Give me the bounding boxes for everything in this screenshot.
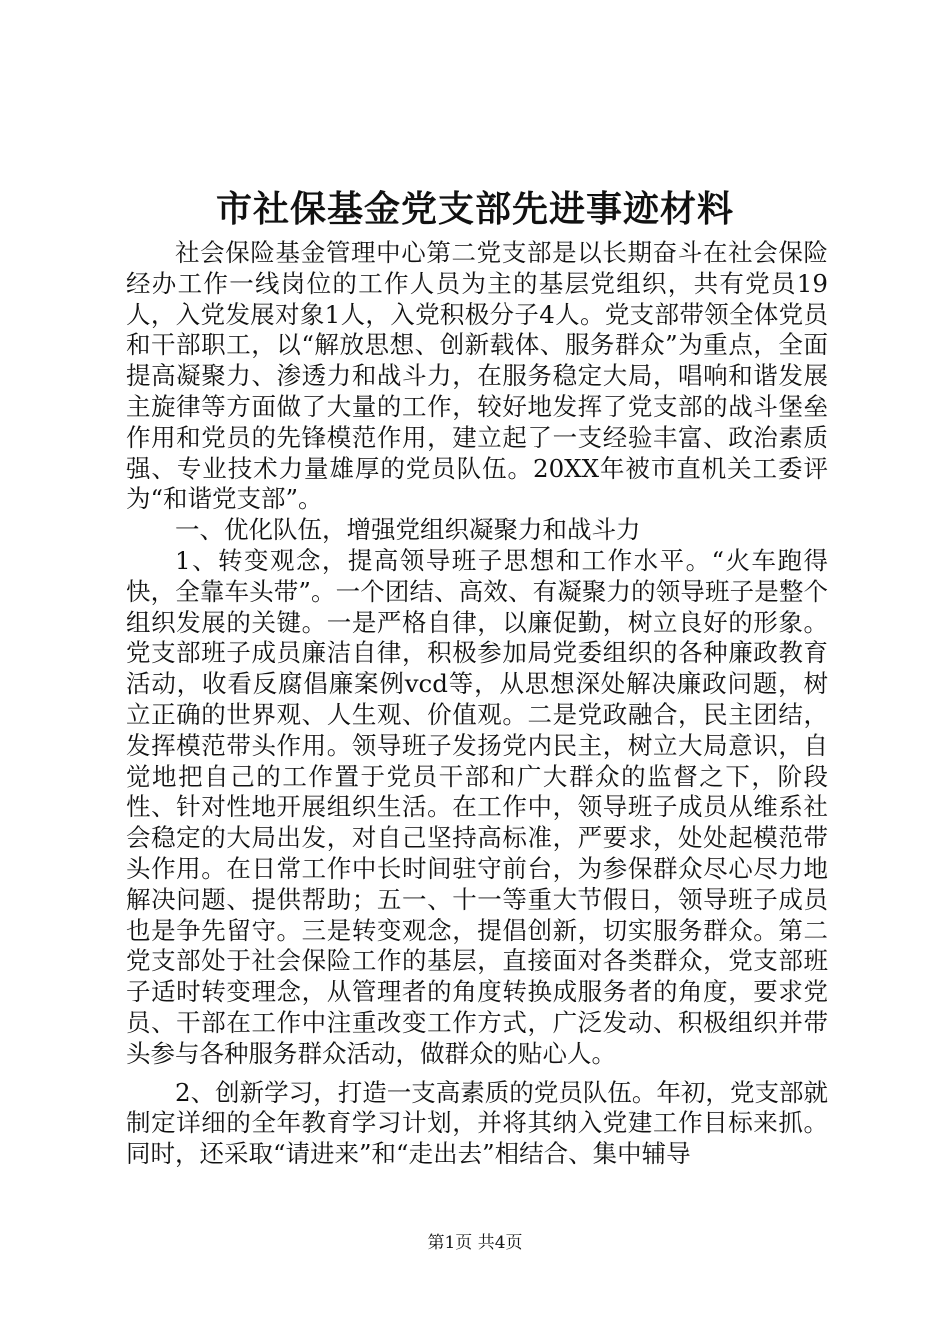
document-title: 市社保基金党支部先进事迹材料 [215,188,734,230]
section-heading-1: 一、优化队伍，增强党组织凝聚力和战斗力 [175,515,641,545]
page-footer: 第1页 共4页 [427,1233,523,1253]
paragraph-item-2: 2、创新学习，打造一支高素质的党员队伍。年初，党支部就制定详细的全年教育学习计划，并将其纳入党建工作目标来抓。同时，还采取“请进来”和“走出去”相结合、集中辅导 [126,1077,828,1169]
paragraph-intro: 社会保险基金管理中心第二党支部是以长期奋斗在社会保险经办工作一线岗位的工作人员为主的基层党组织，共有党员19人，入党发展对象1人，入党积极分子4人。党支部带领全体党员和干部职工，以“解放思想、创新载体、服务群众”为重点，全面提高凝聚力、渗透力和战斗力，在服务稳定大局，唱响和谐发展主旋律等方面做了大量的工作，较好地发挥了党支部的战斗堡垒作用和党员的先锋模范作用，建立起了一支经验丰富、政治素质强、专业技术力量雄厚的党员队伍。20XX年被市直机关工委评为“和谐党支部”。 [126,238,828,514]
document-body [126,238,828,1170]
paragraph-item-1: 1、转变观念，提高领导班子思想和工作水平。“火车跑得快，全靠车头带”。一个团结、高效、有凝聚力的领导班子是整个组织发展的关键。一是严格自律，以廉促勤，树立良好的形象。党支部班子成员廉洁自律，积极参加局党委组织的各种廉政教育活动，收看反腐倡廉案例vcd等，从思想深处解决廉政问题，树立正确的世界观、人生观、价值观。二是党政融合，民主团结，发挥模范带头作用。领导班子发扬党内民主，树立大局意识，自觉地把自己的工作置于党员干部和广大群众的监督之下，阶段性、针对性地开展组织生活。在工作中，领导班子成员从维系社会稳定的大局出发，对自己坚持高标准，严要求，处处起模范带头作用。在日常工作中长时间驻守前台，为参保群众尽心尽力地解决问题、提供帮助；五一、十一等重大节假日，领导班子成员也是争先留守。三是转变观念，提倡创新，切实服务群众。第二党支部处于社会保险工作的基层，直接面对各类群众，党支部班子适时转变理念，从管理者的角度转换成服务者的角度，要求党员、干部在工作中注重改变工作方式，广泛发动、积极组织并带头参与各种服务群众活动，做群众的贴心人。 [126,545,828,1068]
